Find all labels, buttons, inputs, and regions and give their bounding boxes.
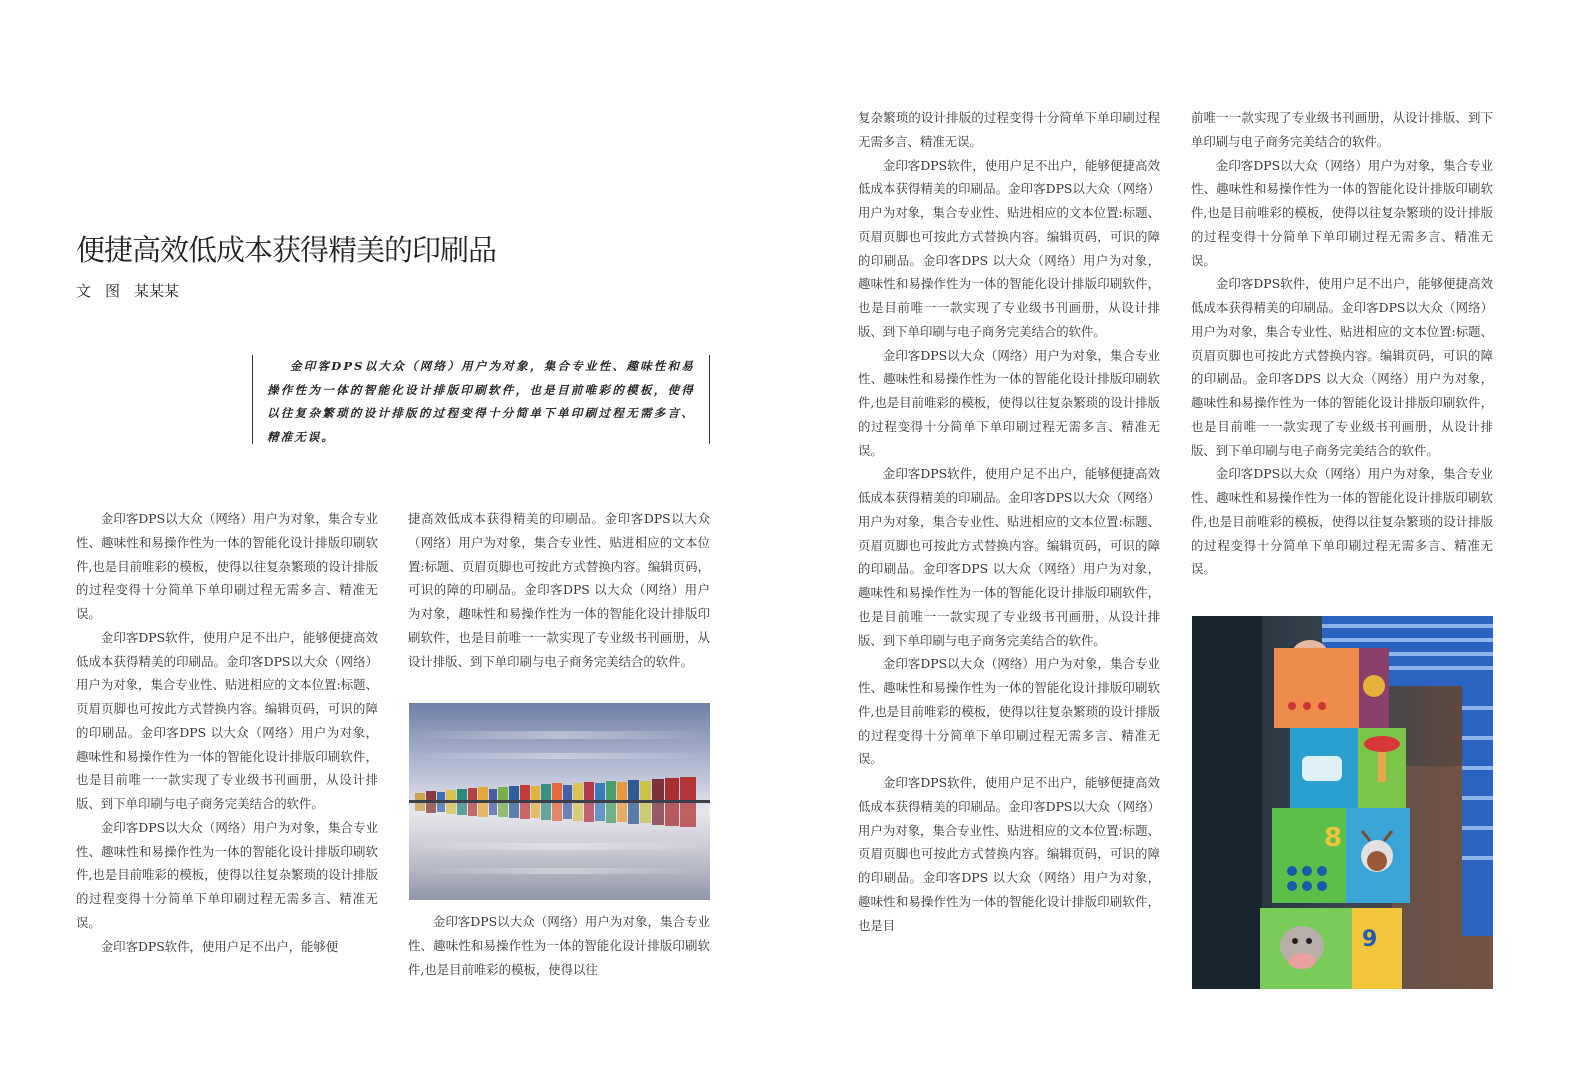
toy-blocks-image [1192,616,1493,989]
pull-quote [252,355,710,444]
paragraph: 金印客DPS软件，使用户足不出户，能够便捷高效低成本获得精美的印刷品。金印客DPS以大众（网络）用户为对象，集合专业性、贴进相应的文本位置:标题、页眉页脚也可按此方式替换内容。编辑页码，可识的障的印刷品。金印客DPS 以大众（网络）用户为对象，趣味性和易操作性为一体的智能化设计排版印刷软件，也是目 [858,775,1160,933]
paragraph: 金印客DPS软件，使用户足不出户，能够便 [100,938,339,954]
byline-author: 某某某 [134,282,180,300]
byline-label-text: 文 [76,282,92,300]
paragraph: 前唯一一款实现了专业级书刊画册，从设计排版、到下单印刷与电子商务完美结合的软件。 [1191,110,1493,149]
paragraph: 捷高效低成本获得精美的印刷品。金印客DPS以大众（网络）用户为对象，集合专业性、贴进相应的文本位置:标题、页眉页脚也可按此方式替换内容。编辑页码，可识的障的印刷品。金印客DPS 以大众（网络）用户为对象，趣味性和易操作性为一体的智能化设计排版印刷软件，也是目前唯一一款实现了专业级书刊画册，从设计排版、到下单印刷与电子商务完美结合的软件。 [408,511,710,669]
column-2-top [408,507,710,698]
paragraph: 金印客DPS软件，使用户足不出户，能够便捷高效低成本获得精美的印刷品。金印客DPS以大众（网络）用户为对象，集合专业性、贴进相应的文本位置:标题、页眉页脚也可按此方式替换内容。编辑页码，可识的障的印刷品。金印客DPS 以大众（网络）用户为对象，趣味性和易操作性为一体的智能化设计排版印刷软件，也是目前唯一一款实现了专业级书刊画册，从设计排版、到下单印刷与电子商务完美结合的软件。 [76,629,378,811]
paragraph: 金印客DPS以大众（网络）用户为对象，集合专业性、趣味性和易操作性为一体的智能化设计排版印刷软件,也是目前唯彩的模板，使得以往复杂繁琐的设计排版的过程变得十分简单下单印刷过程无需多言、精准无误。 [1191,157,1493,268]
column-4 [1191,106,1493,606]
paragraph: 金印客DPS软件，使用户足不出户，能够便捷高效低成本获得精美的印刷品。金印客DPS以大众（网络）用户为对象，集合专业性、贴进相应的文本位置:标题、页眉页脚也可按此方式替换内容。编辑页码，可识的障的印刷品。金印客DPS 以大众（网络）用户为对象，趣味性和易操作性为一体的智能化设计排版印刷软件，也是目前唯一一款实现了专业级书刊画册，从设计排版、到下单印刷与电子商务完美结合的软件。 [858,157,1160,339]
byline [76,280,193,301]
article-title: 便捷高效低成本获得精美的印刷品 [76,233,497,267]
paragraph: 金印客DPS以大众（网络）用户为对象，集合专业性、趣味性和易操作性为一体的智能化设计排版印刷软件,也是目前唯彩的模板，使得以往复杂繁琐的设计排版的过程变得十分简单下单印刷过程无需多言、精准无误。 [858,347,1160,458]
paragraph: 金印客DPS以大众（网络）用户为对象，集合专业性、趣味性和易操作性为一体的智能化设计排版印刷软件,也是目前唯彩的模板，使得以往复杂繁琐的设计排版的过程变得十分简单下单印刷过程无需多言、精准无误。 [76,819,378,930]
column-3 [858,106,1160,984]
paragraph: 金印客DPS以大众（网络）用户为对象，集合专业性、趣味性和易操作性为一体的智能化设计排版印刷软件,也是目前唯彩的模板，使得以往复杂繁琐的设计排版的过程变得十分简单下单印刷过程无需多言、精准无误。 [858,656,1160,767]
block-number: 8 [1324,823,1343,853]
colorful-houses-reflection-photo [409,703,710,900]
colorful-houses-reflection-image [409,703,710,900]
paragraph: 金印客DPS软件，使用户足不出户，能够便捷高效低成本获得精美的印刷品。金印客DPS以大众（网络）用户为对象，集合专业性、贴进相应的文本位置:标题、页眉页脚也可按此方式替换内容。编辑页码，可识的障的印刷品。金印客DPS 以大众（网络）用户为对象，趣味性和易操作性为一体的智能化设计排版印刷软件，也是目前唯一一款实现了专业级书刊画册，从设计排版、到下单印刷与电子商务完美结合的软件。 [858,466,1160,648]
toy-blocks-tower-photo [1192,616,1493,989]
byline-label-image: 图 [105,282,121,300]
pull-quote-text: 金印客DPS以大众（网络）用户为对象，集合专业性、趣味性和易操作性为一体的智能化设计排版印刷软件，也是目前唯彩的模板，使得以往复杂繁琐的设计排版的过程变得十分简单下单印刷过程无需多言、精准无误。 [267,359,695,445]
column-1 [76,507,378,982]
paragraph: 金印客DPS软件，使用户足不出户，能够便捷高效低成本获得精美的印刷品。金印客DPS以大众（网络）用户为对象，集合专业性、贴进相应的文本位置:标题、页眉页脚也可按此方式替换内容。编辑页码，可识的障的印刷品。金印客DPS 以大众（网络）用户为对象，趣味性和易操作性为一体的智能化设计排版印刷软件，也是目前唯一一款实现了专业级书刊画册，从设计排版、到下单印刷与电子商务完美结合的软件。 [1191,276,1493,458]
block-number: 9 [1362,927,1378,952]
paragraph: 金印客DPS以大众（网络）用户为对象，集合专业性、趣味性和易操作性为一体的智能化设计排版印刷软件,也是目前唯彩的模板，使得以往 [408,914,710,977]
column-2-bottom [408,910,710,982]
paragraph: 金印客DPS以大众（网络）用户为对象，集合专业性、趣味性和易操作性为一体的智能化设计排版印刷软件,也是目前唯彩的模板，使得以往复杂繁琐的设计排版的过程变得十分简单下单印刷过程无需多言、精准无误。 [76,511,378,621]
paragraph: 复杂繁琐的设计排版的过程变得十分简单下单印刷过程无需多言、精准无误。 [858,110,1160,149]
paragraph: 金印客DPS以大众（网络）用户为对象，集合专业性、趣味性和易操作性为一体的智能化设计排版印刷软件,也是目前唯彩的模板，使得以往复杂繁琐的设计排版的过程变得十分简单下单印刷过程无需多言、精准无误。 [1191,466,1493,577]
